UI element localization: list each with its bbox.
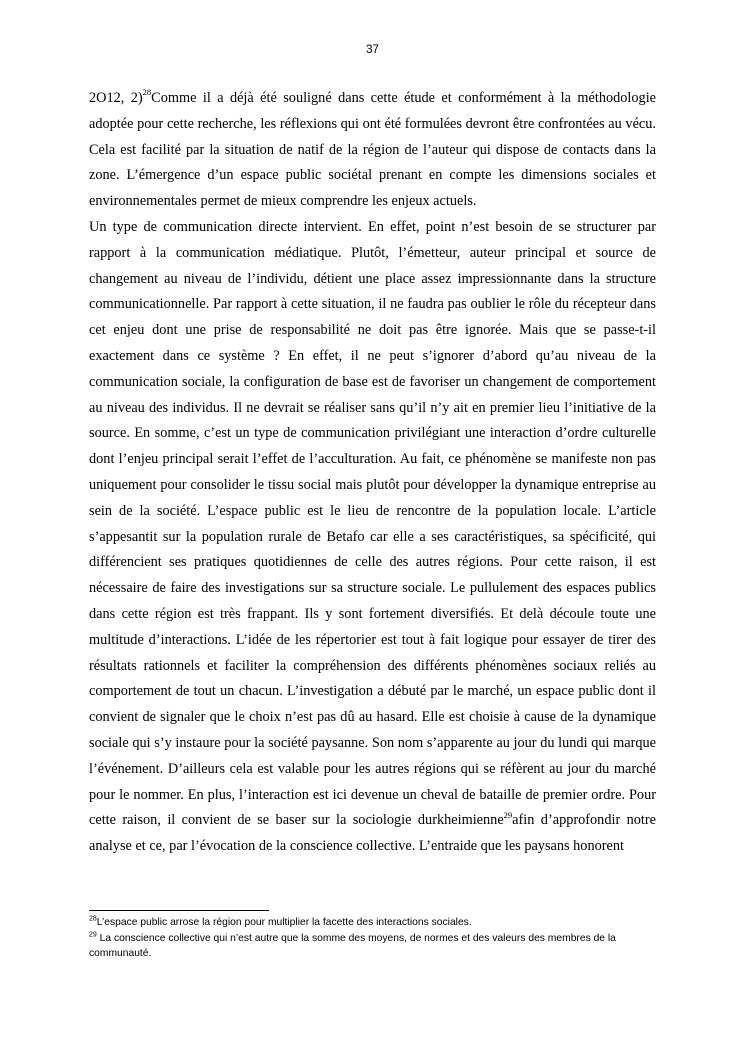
paragraph-1-lead: 2O12, 2) — [89, 90, 143, 106]
footnote-number: 28 — [89, 915, 97, 923]
paragraph-2 — [89, 215, 656, 860]
page-number: 37 — [366, 44, 379, 56]
paragraph-2-text-b: afin d’approfondir notre analyse et ce, par l’évocation de la conscience collective. L’entraide que les paysans honorent — [89, 812, 656, 855]
footnote-29 — [89, 931, 659, 962]
body-text — [89, 86, 656, 860]
footnote-28 — [89, 915, 659, 931]
footnote-ref-28[interactable]: 28 — [142, 87, 152, 98]
footnote-text: L’espace public arrose la région pour multiplier la facette des interactions sociales. — [96, 917, 472, 928]
footnote-ref-29[interactable]: 29 — [503, 809, 513, 820]
footnotes — [89, 915, 659, 962]
footnote-text: La conscience collective qui n’est autre que la somme des moyens, de normes et des valeurs des membres de la communauté. — [89, 932, 616, 959]
footnote-separator — [89, 910, 269, 911]
paragraph-1 — [89, 86, 656, 215]
paragraph-2-text-a: Un type de communication directe intervient. En effet, point n’est besoin de se structurer par rapport à la communication médiatique. Plutôt, l’émetteur, auteur principal et source de changement au niveau de l’individu, détient une place assez impressionnante dans la structure communicationnelle. Par rapport à cette situation, il ne faudra pas oublier le rôle du récepteur dans cet enjeu dont une prise de responsabilité ne doit pas être ignorée. Mais que se passe-t-il exactement dans ce système ? En effet, il ne peut s’ignorer d’abord qu’au niveau de la communication sociale, la configuration de base est de favoriser un changement de comportement au niveau des individus. Il ne devrait se réaliser sans qu’il n’y ait en premier lieu l’initiative de la source. En somme, c’est un type de communication privilégiant une interaction d’ordre culturelle dont l’enjeu principal serait l’effet de l’acculturation. Au fait, ce phénomène se manifeste non pas uniquement pour consolider le tissu social mais plutôt pour développer la dynamique entreprise au sein de la société. L’espace public est le lieu de rencontre de la population locale. L’article s’appesantit sur la population rurale de Betafo car elle a ses caractéristiques, sa spécificité, qui différencient ses pratiques quotidiennes de celle des autres régions. Pour cette raison, il est nécessaire de faire des investigations sur sa structure sociale. Le pullulement des espaces publics dans cette région est très frappant. Ils y sont fortement diversifiés. Et delà découle toute une multitude d’interactions. L’idée de les répertorier est tout à fait logique pour essayer de tirer des résultats rationnels et faciliter la compréhension des différents phénomènes sociaux reliés au comportement de tout un chacun. L’investigation a débuté par le marché, un espace public dont il convient de signaler que le choix n’est pas dû au hasard. Elle est choisie à cause de la dynamique sociale qui s’y instaure pour la société paysanne. Son nom s’apparente au jour du lundi qui marque l’événement. D’ailleurs cela est valable pour les autres régions qui se réfèrent au jour du marché pour le nommer. En plus, l’interaction est ici devenue un cheval de bataille de premier ordre. Pour cette raison, il convient de se baser sur la sociologie durkheimienne — [89, 218, 656, 829]
footnote-number: 29 — [89, 931, 97, 939]
paragraph-1-text: Comme il a déjà été souligné dans cette étude et conformément à la méthodologie adoptée pour cette recherche, les réflexions qui ont été formulées devront être confrontées au vécu. Cela est facilité par la situation de natif de la région de l’auteur qui dispose de contacts dans la zone. L’émergence d’un espace public sociétal prenant en compte les dimensions sociales et environnementales permet de mieux comprendre les enjeux actuels. — [89, 90, 657, 210]
